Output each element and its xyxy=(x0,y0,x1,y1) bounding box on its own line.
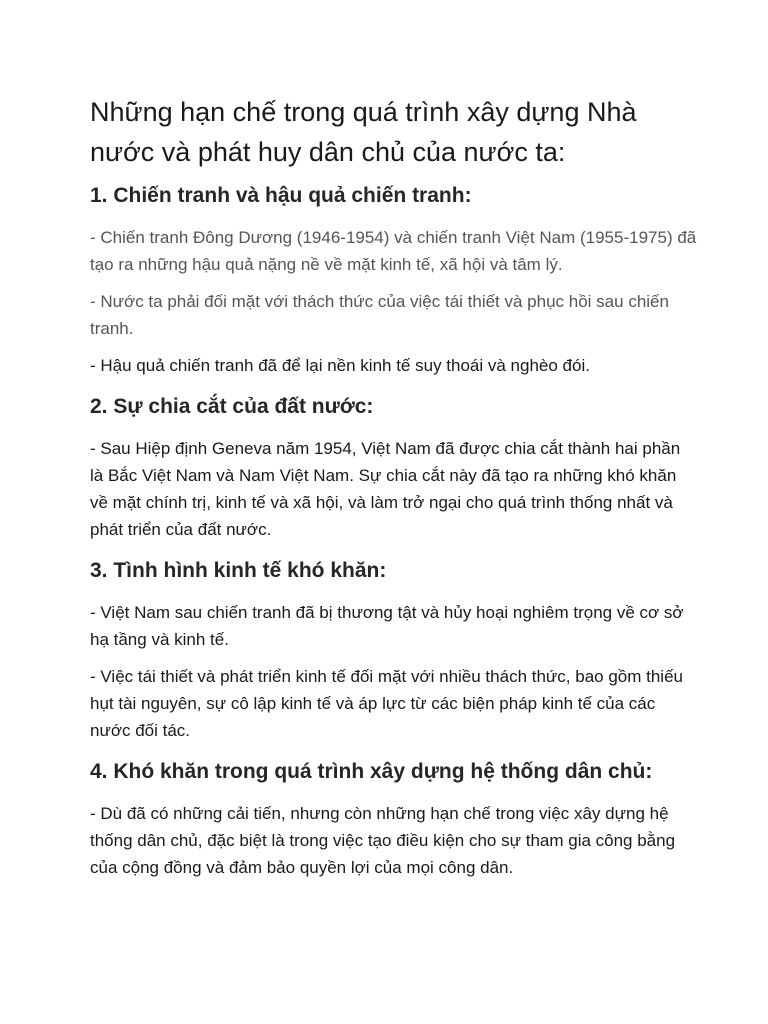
paragraph: - Sau Hiệp định Geneva năm 1954, Việt Nam đã được chia cắt thành hai phần là Bắc Việt Nam và Nam Việt Nam. Sự chia cắt này đã tạo ra những khó khăn về mặt chính trị, kinh tế và xã hội, và làm trở ngại cho quá trình thống nhất và phát triển của đất nước. xyxy=(90,439,681,539)
paragraph: - Hậu quả chiến tranh đã để lại nền kinh tế suy thoái và nghèo đói. xyxy=(90,356,590,375)
section-economic-difficulties xyxy=(90,557,698,744)
paragraph: - Việt Nam sau chiến tranh đã bị thương tật và hủy hoại nghiêm trọng về cơ sở hạ tầng và kinh tế. xyxy=(90,603,684,649)
paragraph: - Nước ta phải đối mặt với thách thức của việc tái thiết và phục hồi sau chiến tranh. xyxy=(90,292,669,338)
section-democracy-difficulties xyxy=(90,758,698,881)
paragraph: - Chiến tranh Đông Dương (1946-1954) và chiến tranh Việt Nam (1955-1975) đã tạo ra những hậu quả nặng nề về mặt kinh tế, xã hội và tâm lý. xyxy=(90,228,697,274)
document-title: Những hạn chế trong quá trình xây dựng Nhà nước và phát huy dân chủ của nước ta: xyxy=(90,97,637,167)
section-heading: 4. Khó khăn trong quá trình xây dựng hệ thống dân chủ: xyxy=(90,760,653,783)
section-war-consequences xyxy=(90,182,698,379)
paragraph: - Việc tái thiết và phát triển kinh tế đối mặt với nhiều thách thức, bao gồm thiếu hụt tài nguyên, sự cô lập kinh tế và áp lực từ các biện pháp kinh tế của các nước đối tác. xyxy=(90,667,683,740)
section-heading: 1. Chiến tranh và hậu quả chiến tranh: xyxy=(90,184,472,207)
section-country-division xyxy=(90,393,698,543)
section-heading: 3. Tình hình kinh tế khó khăn: xyxy=(90,559,387,582)
paragraph: - Dù đã có những cải tiến, nhưng còn những hạn chế trong việc xây dựng hệ thống dân chủ, đặc biệt là trong việc tạo điều kiện cho sự tham gia công bằng của cộng đồng và đảm bảo quyền lợi của mọi công dân. xyxy=(90,804,676,877)
section-heading: 2. Sự chia cắt của đất nước: xyxy=(90,395,374,418)
